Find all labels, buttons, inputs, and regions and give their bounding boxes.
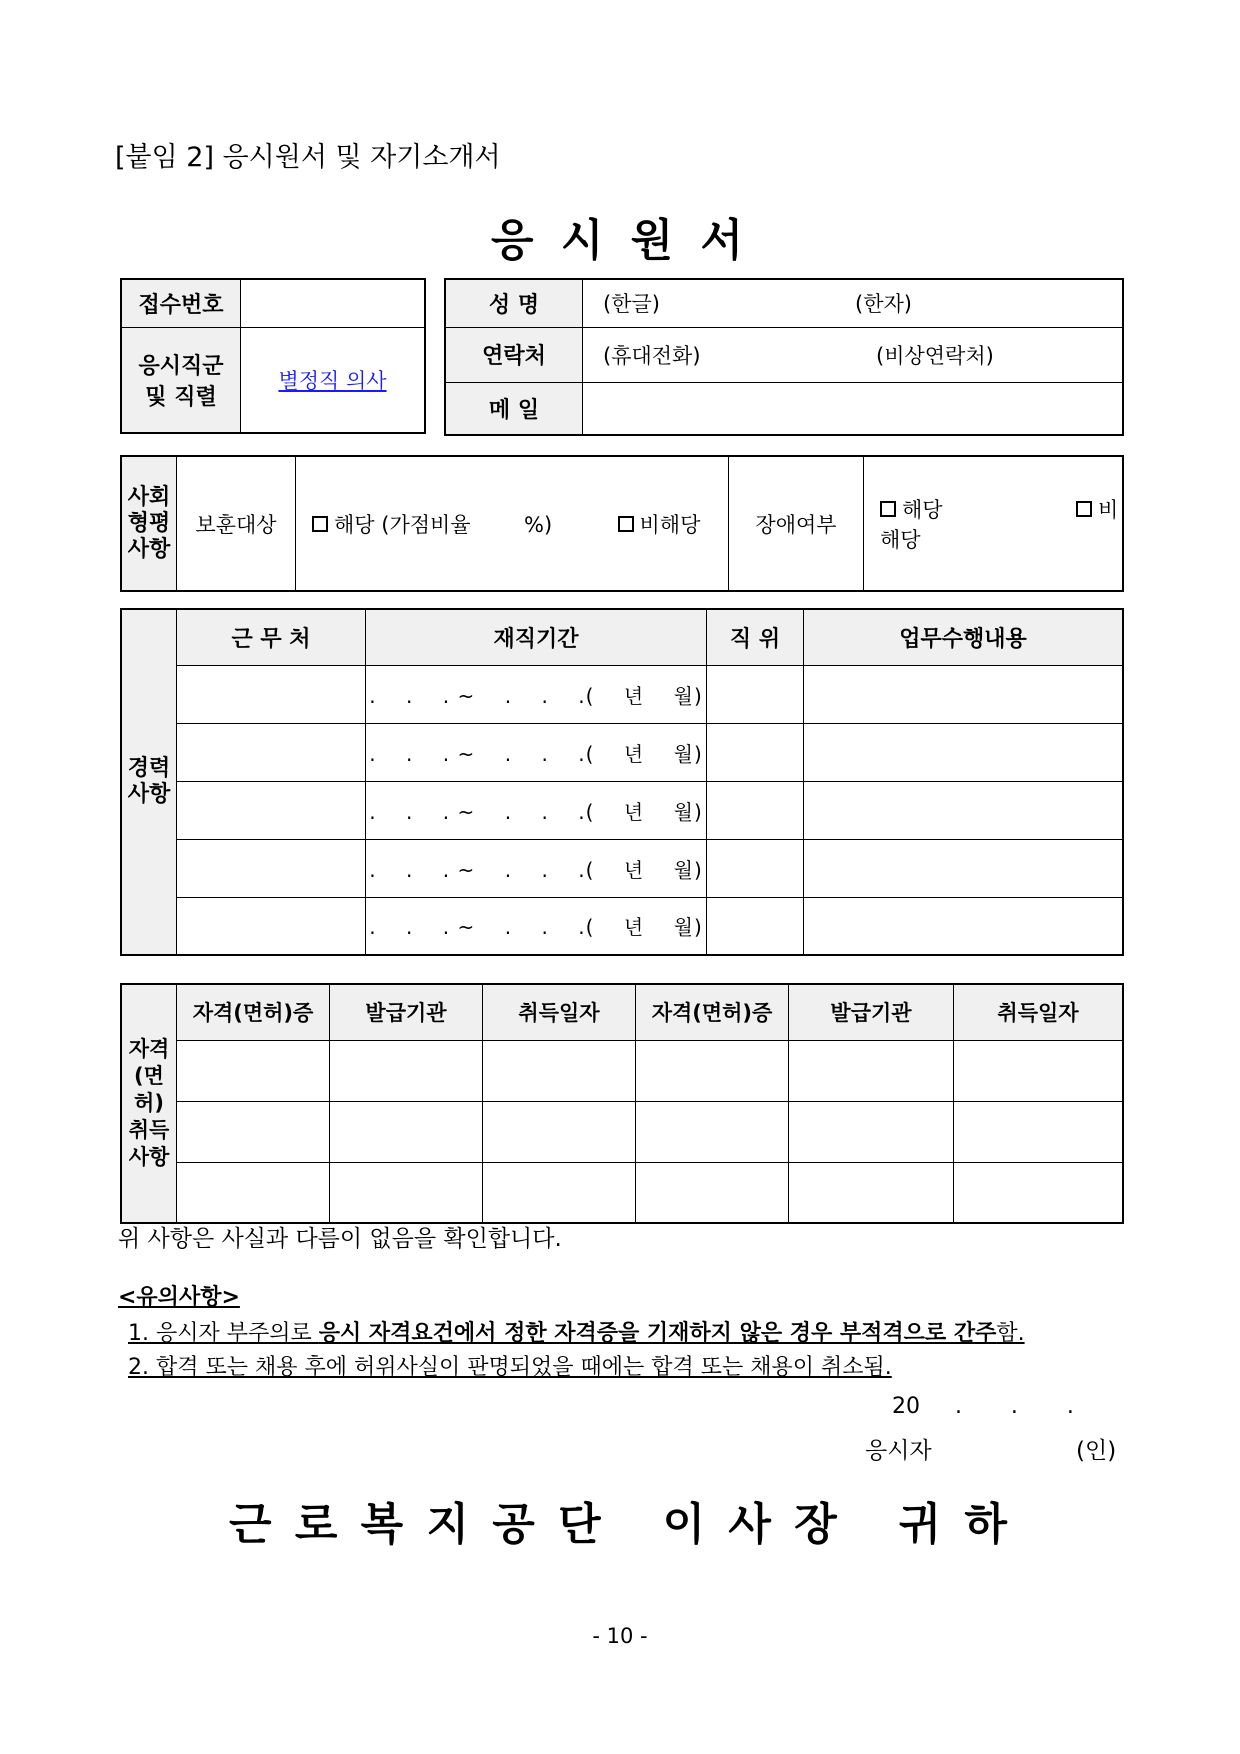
license-header-issuer-2: 발급기관 [789, 984, 954, 1040]
period-cell[interactable]: . . . ~ . . .( 년 월) [366, 665, 707, 723]
position-link[interactable]: 별정직 의사 [278, 368, 387, 393]
period-cell[interactable]: . . . ~ . . .( 년 월) [366, 781, 707, 839]
cert-cell[interactable] [177, 1162, 330, 1223]
veteran-label: 보훈대상 [177, 456, 296, 591]
career-row [121, 723, 1123, 781]
form-title: 응 시 원 서 [491, 215, 749, 266]
period-cell[interactable]: . . . ~ . . .( 년 월) [366, 723, 707, 781]
addressee: 근 로 복 지 공 단 이 사 장 귀 하 [229, 1499, 1011, 1550]
receipt-table [120, 278, 426, 434]
duties-cell[interactable] [804, 897, 1124, 955]
issuer-cell[interactable] [789, 1101, 954, 1162]
license-header-cert-1: 자격(면허)증 [177, 984, 330, 1040]
notes-item-2: 2. 합격 또는 채용 후에 허위사실이 판명되었을 때에는 합격 또는 채용이 취소됨. [128, 1355, 892, 1380]
career-side-label: 경력 사항 [121, 609, 177, 955]
issuer-cell[interactable] [330, 1040, 483, 1101]
license-header-date-1: 취득일자 [483, 984, 636, 1040]
veteran-options [296, 456, 729, 591]
workplace-cell[interactable] [177, 897, 366, 955]
license-row [121, 1040, 1123, 1101]
name-korean: (한글) [603, 292, 660, 317]
veteran-yes-checkbox[interactable]: 해당 (가점비율 %) [312, 513, 552, 537]
career-header-duties: 업무수행내용 [804, 609, 1124, 665]
position-cell[interactable] [707, 723, 804, 781]
contact-emergency: (비상연락처) [876, 343, 994, 368]
period-cell[interactable]: . . . ~ . . .( 년 월) [366, 897, 707, 955]
issuer-cell[interactable] [330, 1101, 483, 1162]
license-row [121, 1162, 1123, 1223]
period-cell[interactable]: . . . ~ . . .( 년 월) [366, 839, 707, 897]
date-cell[interactable] [483, 1162, 636, 1223]
confirm-text: 위 사항은 사실과 다름이 없음을 확인합니다. [118, 1226, 562, 1252]
email-field[interactable] [583, 382, 1124, 435]
license-header-issuer-1: 발급기관 [330, 984, 483, 1040]
disability-options [864, 456, 1124, 591]
license-header-cert-2: 자격(면허)증 [636, 984, 789, 1040]
name-label: 성 명 [445, 279, 583, 327]
disability-yes-checkbox[interactable]: 해당 [880, 498, 943, 522]
receipt-number-field[interactable] [241, 279, 426, 327]
cert-cell[interactable] [636, 1162, 789, 1223]
career-header-position: 직 위 [707, 609, 804, 665]
notes-title: <유의사항> [118, 1285, 240, 1310]
position-value[interactable] [241, 327, 426, 433]
issuer-cell[interactable] [789, 1040, 954, 1101]
workplace-cell[interactable] [177, 723, 366, 781]
page-number: - 10 - [592, 1624, 648, 1648]
email-label: 메 일 [445, 382, 583, 435]
position-cell[interactable] [707, 665, 804, 723]
position-cell[interactable] [707, 839, 804, 897]
social-equity-table [120, 455, 1124, 592]
notes-item-1: 1. 응시자 부주의로 응시 자격요건에서 정한 자격증을 기재하지 않은 경우 부적격으로 간주함. [128, 1321, 1025, 1346]
career-table [120, 608, 1124, 956]
date-cell[interactable] [483, 1040, 636, 1101]
cert-cell[interactable] [177, 1040, 330, 1101]
social-label: 사회 형평 사항 [121, 456, 177, 591]
receipt-label: 접수번호 [121, 279, 241, 327]
license-row [121, 1101, 1123, 1162]
workplace-cell[interactable] [177, 781, 366, 839]
issuer-cell[interactable] [789, 1162, 954, 1223]
career-row [121, 897, 1123, 955]
date-line: 20 . . . [892, 1394, 1074, 1419]
career-row [121, 665, 1123, 723]
cert-cell[interactable] [636, 1040, 789, 1101]
date-cell[interactable] [483, 1101, 636, 1162]
workplace-cell[interactable] [177, 665, 366, 723]
duties-cell[interactable] [804, 723, 1124, 781]
contact-label: 연락처 [445, 327, 583, 382]
position-cell[interactable] [707, 897, 804, 955]
date-cell[interactable] [954, 1040, 1124, 1101]
duties-cell[interactable] [804, 839, 1124, 897]
veteran-no-checkbox[interactable]: 비해당 [618, 513, 701, 537]
disability-label: 장애여부 [729, 456, 864, 591]
contact-field[interactable] [583, 327, 1124, 382]
disability-no-checkbox[interactable]: 비해당 [880, 497, 1119, 552]
name-hanja: (한자) [855, 292, 912, 317]
workplace-cell[interactable] [177, 839, 366, 897]
career-header-workplace: 근 무 처 [177, 609, 366, 665]
cert-cell[interactable] [636, 1101, 789, 1162]
license-header-date-2: 취득일자 [954, 984, 1124, 1040]
career-row [121, 839, 1123, 897]
attachment-title: [붙임 2] 응시원서 및 자기소개서 [115, 142, 501, 173]
applicant-label: 응시자 [865, 1438, 932, 1464]
license-side-label: 자격 (면허) 취득 사항 [121, 984, 177, 1223]
duties-cell[interactable] [804, 781, 1124, 839]
seal-mark: (인) [1076, 1438, 1117, 1464]
name-field[interactable] [583, 279, 1124, 327]
date-cell[interactable] [954, 1101, 1124, 1162]
cert-cell[interactable] [177, 1101, 330, 1162]
issuer-cell[interactable] [330, 1162, 483, 1223]
position-cell[interactable] [707, 781, 804, 839]
license-table [120, 983, 1124, 1224]
position-label: 응시직군 및 직렬 [121, 327, 241, 433]
date-cell[interactable] [954, 1162, 1124, 1223]
applicant-info-table [444, 278, 1124, 436]
duties-cell[interactable] [804, 665, 1124, 723]
career-header-period: 재직기간 [366, 609, 707, 665]
career-row [121, 781, 1123, 839]
contact-mobile: (휴대전화) [603, 343, 701, 368]
